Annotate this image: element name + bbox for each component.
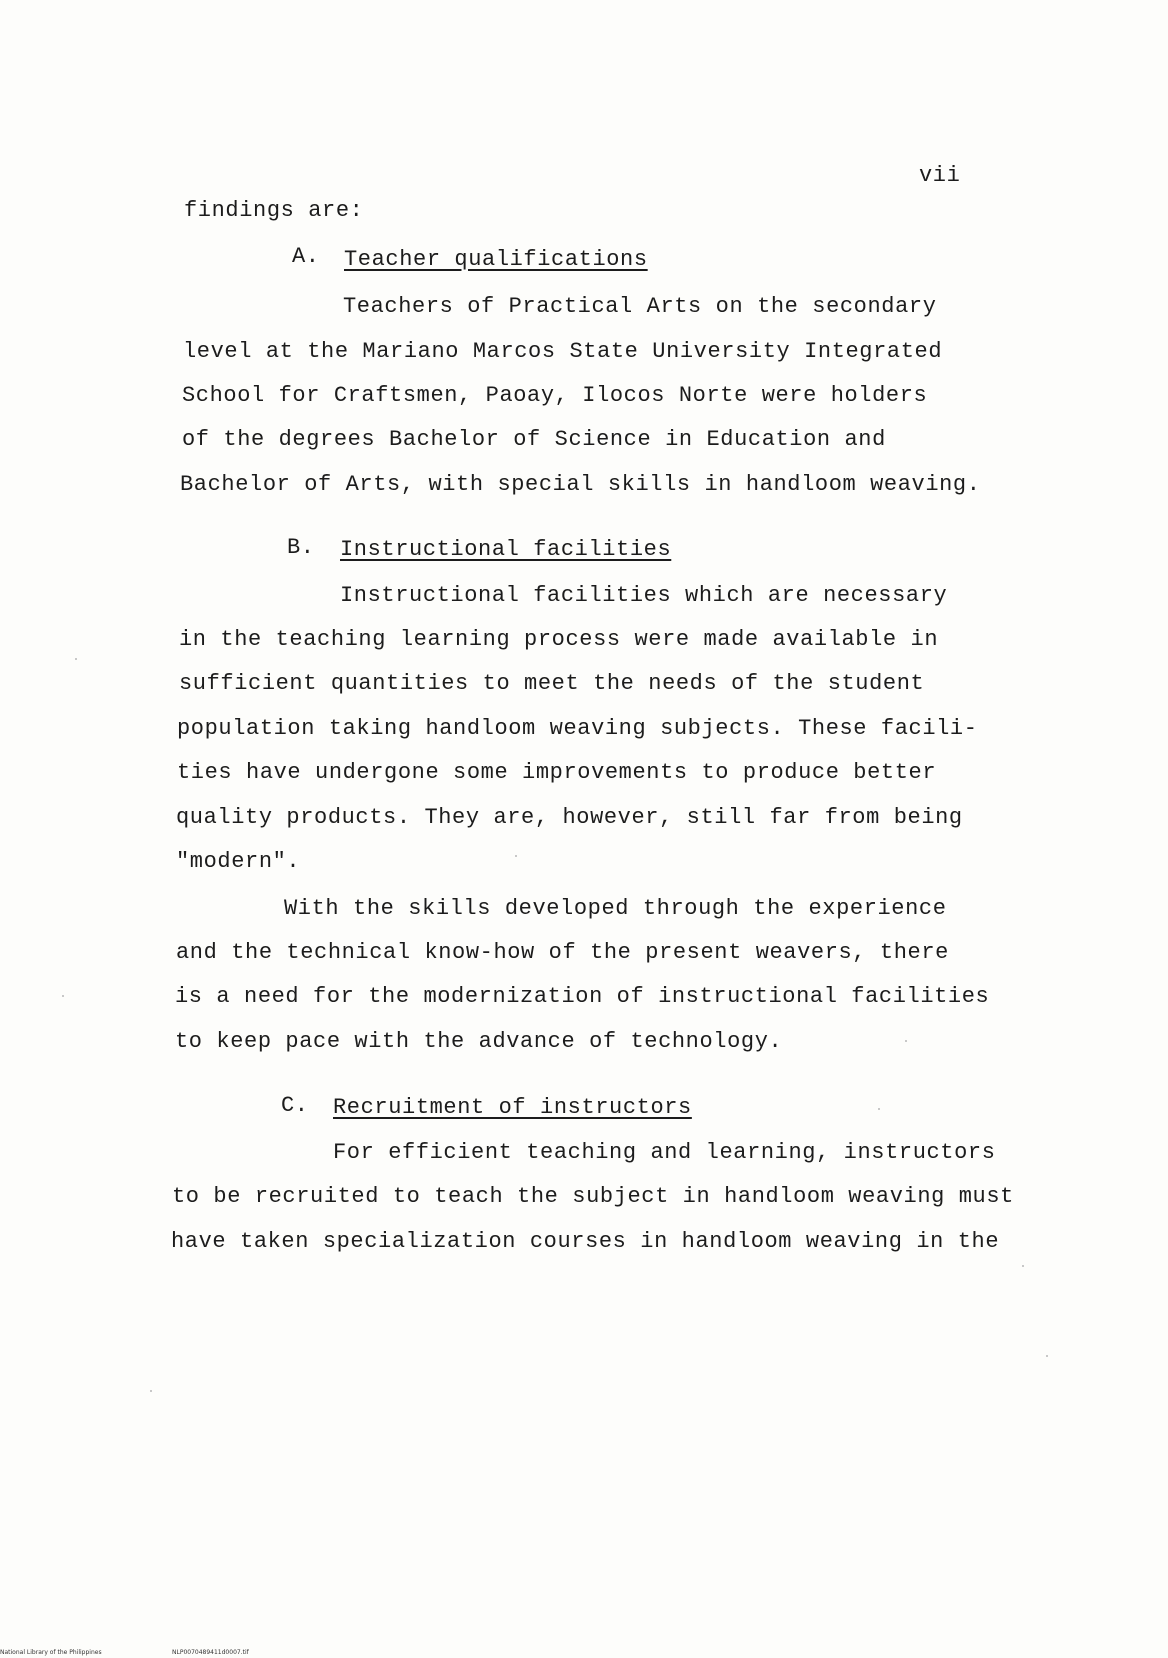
section-b-para2-line-3: is a need for the modernization of instructional facilities — [175, 984, 990, 1009]
scan-speck — [1046, 1355, 1048, 1357]
section-c-letter: C. — [281, 1093, 309, 1118]
scan-speck — [515, 855, 517, 857]
section-a-line-2: level at the Mariano Marcos State University Integrated — [183, 339, 943, 364]
section-b-line-1: Instructional facilities which are necessary — [340, 583, 948, 608]
section-b-heading: Instructional facilities — [340, 537, 672, 562]
section-b-line-3: sufficient quantities to meet the needs of the student — [179, 671, 925, 696]
section-a-line-1: Teachers of Practical Arts on the secondary — [343, 294, 937, 319]
scan-speck — [75, 658, 77, 660]
scan-speck — [150, 1390, 152, 1392]
scan-speck — [905, 1040, 907, 1042]
scan-speck — [1022, 1265, 1024, 1267]
section-b-line-6: quality products. They are, however, still far from being — [176, 805, 963, 830]
section-a-line-4: of the degrees Bachelor of Science in Education and — [182, 427, 886, 452]
section-b-para2-line-1: With the skills developed through the experience — [284, 896, 947, 921]
section-c-heading: Recruitment of instructors — [333, 1095, 692, 1120]
section-c-line-1: For efficient teaching and learning, instructors — [333, 1140, 996, 1165]
section-b-line-4: population taking handloom weaving subjects. These facili- — [177, 716, 978, 741]
section-c-line-2: to be recruited to teach the subject in handloom weaving must — [172, 1184, 1014, 1209]
section-a-line-3: School for Craftsmen, Paoay, Ilocos Norte were holders — [182, 383, 928, 408]
section-b-line-7: "modern". — [176, 849, 301, 874]
footer-library: National Library of the Philippines — [0, 1649, 102, 1656]
section-b-para2-line-4: to keep pace with the advance of technology. — [175, 1029, 783, 1054]
section-b-para2-line-2: and the technical know-how of the present weavers, there — [176, 940, 949, 965]
section-b-line-5: ties have undergone some improvements to produce better — [177, 760, 937, 785]
scan-speck — [62, 995, 64, 997]
section-a-letter: A. — [292, 244, 320, 269]
section-b-line-2: in the teaching learning process were made available in — [179, 627, 939, 652]
section-a-heading: Teacher qualifications — [344, 247, 648, 272]
section-c-line-3: have taken specialization courses in handloom weaving in the — [171, 1229, 1000, 1254]
footer-filename: NLP0070489411d0007.tif — [172, 1649, 249, 1656]
intro-text: findings are: — [184, 198, 364, 223]
section-b-letter: B. — [287, 535, 315, 560]
section-a-line-5: Bachelor of Arts, with special skills in handloom weaving. — [180, 472, 981, 497]
scan-speck — [878, 1108, 880, 1110]
page-number: vii — [919, 163, 961, 188]
